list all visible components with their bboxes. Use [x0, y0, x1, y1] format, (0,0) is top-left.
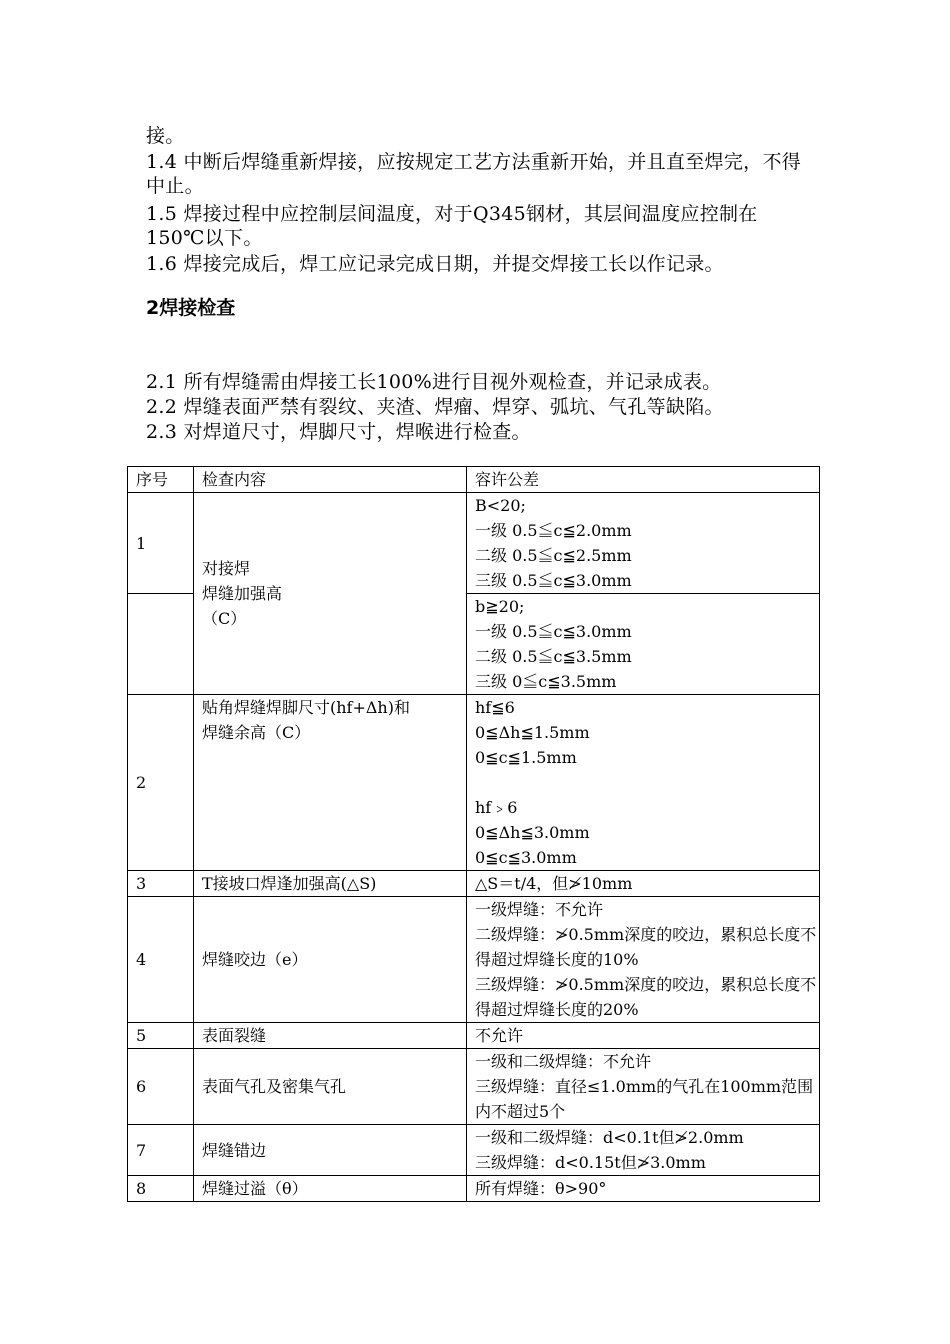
section-heading: 2焊接检查 — [146, 297, 236, 319]
check-item-2-1: 2.1 所有焊缝需由焊接工长100%进行目视外观检查，并记录成表。 — [146, 371, 722, 393]
tol-line: 一级焊缝：不允许 — [475, 900, 604, 919]
tol-line: b≧20; — [475, 597, 525, 616]
check-item-2-3: 2.3 对焊道尺寸，焊脚尺寸，焊喉进行检查。 — [146, 421, 531, 443]
tol-line: B<20; — [475, 496, 526, 515]
row-item: 表面气孔及密集气孔 — [194, 1049, 467, 1125]
row-tolerance: △S＝t/4，但≯10mm — [467, 871, 820, 897]
row-item: 焊缝过溢（θ） — [194, 1176, 467, 1202]
paragraph-1-6: 1.6 焊接完成后，焊工应记录完成日期，并提交焊接工长以作记录。 — [146, 253, 724, 275]
tol-line: 一级和二级焊缝：d<0.1t但≯2.0mm — [475, 1128, 744, 1147]
row-item: 焊缝咬边（e） — [194, 897, 467, 1023]
row-seq: 3 — [128, 871, 194, 897]
header-item: 检查内容 — [194, 467, 467, 493]
row-item: 焊缝错边 — [194, 1125, 467, 1176]
table-row — [128, 1023, 820, 1049]
table-row — [128, 1176, 820, 1202]
row-tolerance — [467, 594, 820, 695]
row-tolerance: 所有焊缝：θ>90° — [467, 1176, 820, 1202]
row-tolerance — [467, 897, 820, 1023]
tol-line: 三级 0≦c≦3.5mm — [475, 672, 617, 691]
row-tolerance — [467, 1125, 820, 1176]
tol-line: hf﹥6 — [475, 798, 518, 817]
tolerance-table — [127, 466, 820, 1202]
row-item — [194, 493, 467, 695]
row-seq: 8 — [128, 1176, 194, 1202]
tol-line: 三级焊缝：≯0.5mm深度的咬边，累积总长度不得超过焊缝长度的20% — [475, 975, 817, 1019]
item-line: （C） — [202, 609, 247, 628]
row-seq-empty — [128, 594, 194, 695]
tol-line: 0≦Δh≦3.0mm — [475, 823, 590, 842]
row-seq: 1 — [128, 493, 194, 594]
tol-line: hf≦6 — [475, 698, 515, 717]
row-item — [194, 695, 467, 871]
tol-line: 三级焊缝：直径≤1.0mm的气孔在100mm范围内不超过5个 — [475, 1077, 814, 1121]
item-line: 贴角焊缝焊脚尺寸(hf+Δh)和 — [202, 698, 410, 717]
row-item: T接坡口焊逢加强高(△S) — [194, 871, 467, 897]
tol-line: 三级 0.5≦c≦3.0mm — [475, 571, 632, 590]
tol-line: 三级焊缝：d<0.15t但≯3.0mm — [475, 1153, 706, 1172]
row-item: 表面裂缝 — [194, 1023, 467, 1049]
item-line: 焊缝余高（C） — [202, 723, 311, 742]
table-row — [128, 871, 820, 897]
tol-line: 0≦Δh≦1.5mm — [475, 723, 590, 742]
table-header-row — [128, 467, 820, 493]
tol-line: 一级和二级焊缝：不允许 — [475, 1052, 652, 1071]
row-seq: 6 — [128, 1049, 194, 1125]
tol-line: 0≦c≦3.0mm — [475, 848, 577, 867]
table-row — [128, 897, 820, 1023]
tol-line: 二级 0.5≦c≦3.5mm — [475, 647, 632, 666]
tol-spacer — [475, 770, 819, 795]
header-tolerance: 容许公差 — [467, 467, 820, 493]
item-line: 对接焊 — [202, 559, 251, 578]
header-seq: 序号 — [128, 467, 194, 493]
paragraph-1-4: 1.4 中断后焊缝重新焊接，应按规定工艺方法重新开始，并且直至焊完，不得中止。 — [146, 151, 802, 197]
tol-line: 一级 0.5≦c≦3.0mm — [475, 622, 632, 641]
table-row — [128, 1125, 820, 1176]
row-tolerance — [467, 493, 820, 594]
tol-line: 0≦c≦1.5mm — [475, 748, 577, 767]
check-item-2-2: 2.2 焊缝表面严禁有裂纹、夹渣、焊瘤、焊穿、弧坑、气孔等缺陷。 — [146, 396, 724, 418]
tol-line: 一级 0.5≦c≦2.0mm — [475, 521, 632, 540]
tol-line: 二级 0.5≦c≦2.5mm — [475, 546, 632, 565]
table-row — [128, 493, 820, 594]
table-row — [128, 1049, 820, 1125]
row-tolerance: 不允许 — [467, 1023, 820, 1049]
row-tolerance — [467, 695, 820, 871]
row-tolerance — [467, 1049, 820, 1125]
row-seq: 5 — [128, 1023, 194, 1049]
item-line: 焊缝加强高 — [202, 584, 283, 603]
paragraph-continuation: 接。 — [146, 125, 185, 147]
row-seq: 7 — [128, 1125, 194, 1176]
row-seq: 4 — [128, 897, 194, 1023]
tol-line: 二级焊缝：≯0.5mm深度的咬边，累积总长度不得超过焊缝长度的10% — [475, 925, 817, 969]
paragraph-1-5: 1.5 焊接过程中应控制层间温度，对于Q345钢材，其层间温度应控制在150℃以下。 — [146, 203, 758, 249]
row-seq: 2 — [128, 695, 194, 871]
table-row — [128, 695, 820, 871]
